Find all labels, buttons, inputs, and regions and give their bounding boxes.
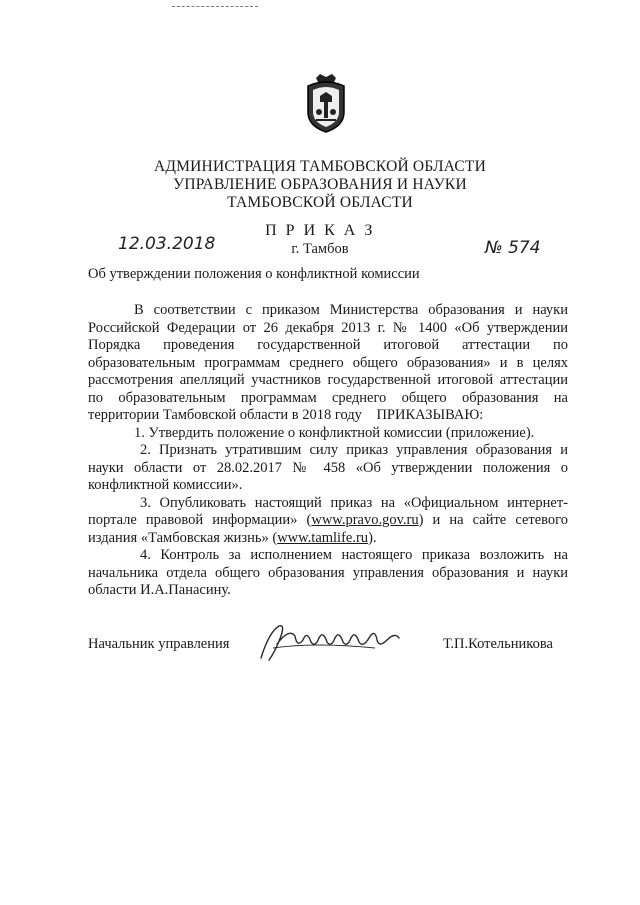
order-subject: Об утверждении положения о конфликтной комиссии — [88, 266, 420, 282]
order-number: № 574 — [485, 238, 541, 258]
item-2: 2. Признать утратившим силу приказ управления образования и науки области от 28.02.2017 № 458 «Об утверждении положения о конфликтной комиссии». — [88, 442, 568, 493]
header-line-administration: АДМИНИСТРАЦИЯ ТАМБОВСКОЙ ОБЛАСТИ — [154, 158, 486, 175]
preamble-text: В соответствии с приказом Министерства образования и науки Российской Федерации от 26 декабря 2013 г. № 1400 «Об утверждении Порядка проведения государственной итоговой аттестации по образовательным программам среднего общего образования» и в целях рассмотрения апелляций участников государственной итоговой аттестации по образовательным программам среднего общего образования на территории Тамбовской области в 2018 году — [88, 302, 568, 423]
item-1: 1. Утвердить положение о конфликтной комиссии (приложение). — [134, 424, 535, 441]
preamble-paragraph — [88, 302, 568, 425]
item-3-text-a: 3. Опубликовать настоящий приказ на «Официальном интернет-портале правовой информации» ( — [88, 494, 568, 528]
item-3-text-b: ) и на сайте сетевого издания «Тамбовская жизнь» ( — [88, 512, 568, 546]
item-4: 4. Контроль за исполнением настоящего приказа возложить на начальника отдела общего образования управления образования и науки области И.А.Панасину. — [88, 547, 568, 598]
order-body — [88, 302, 568, 600]
pravo-link[interactable]: www.pravo.gov.ru — [311, 512, 419, 528]
item-3 — [88, 495, 568, 548]
handwritten-signature — [255, 618, 405, 664]
signatory-name: Т.П.Котельникова — [443, 636, 553, 652]
header-line-region: ТАМБОВСКОЙ ОБЛАСТИ — [227, 194, 413, 211]
header-line-department: УПРАВЛЕНИЕ ОБРАЗОВАНИЯ И НАУКИ — [173, 176, 467, 193]
coat-of-arms-emblem — [302, 72, 350, 134]
order-title: П Р И К А З — [265, 222, 375, 239]
scan-mark — [172, 6, 258, 7]
command-word: ПРИКАЗЫВАЮ: — [376, 407, 484, 423]
order-city: г. Тамбов — [291, 241, 349, 257]
order-date: 12.03.2018 — [118, 234, 216, 254]
item-3-text-c: ). — [368, 529, 377, 546]
tamlife-link[interactable]: www.tamlife.ru — [277, 529, 369, 546]
signatory-position: Начальник управления — [88, 636, 230, 652]
